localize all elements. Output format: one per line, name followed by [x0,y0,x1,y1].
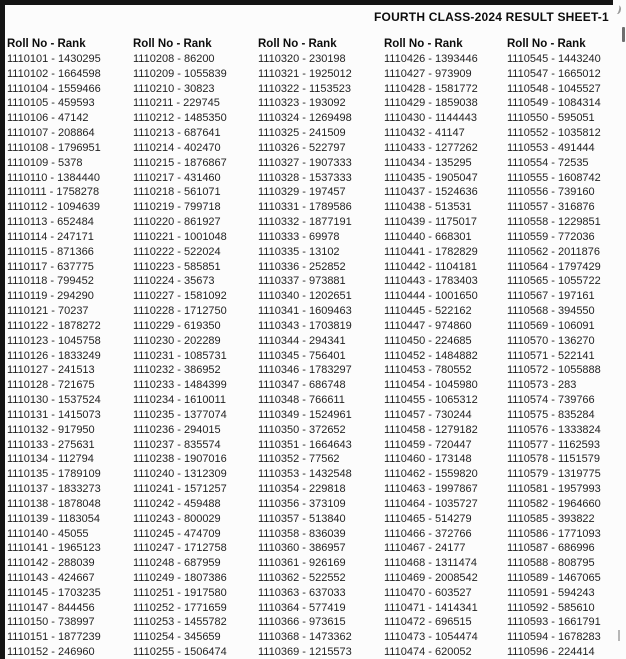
result-row: 1110233 - 1484399 [133,379,227,392]
result-row: 1110142 - 288039 [7,557,95,570]
result-row: 1110147 - 844456 [7,601,95,614]
result-row: 1110368 - 1473362 [258,631,352,644]
result-row: 1110128 - 721675 [7,379,95,392]
result-row: 1110224 - 35673 [133,275,215,288]
result-row: 1110437 - 1524636 [384,186,478,199]
result-row: 1110215 - 1876867 [133,156,227,169]
result-row: 1110251 - 1917580 [133,586,227,599]
result-row: 1110366 - 973615 [258,616,346,629]
result-row: 1110553 - 491444 [507,141,595,154]
result-row: 1110350 - 372652 [258,423,346,436]
result-row: 1110578 - 1151579 [507,453,600,466]
result-row: 1110105 - 459593 [7,97,95,110]
result-row: 1110323 - 193092 [258,97,346,110]
result-row: 1110227 - 1581092 [133,290,227,303]
column-header: Roll No - Rank [133,38,212,50]
result-row: 1110432 - 41147 [384,127,465,140]
result-row: 1110575 - 835284 [507,408,595,421]
result-row: 1110558 - 1229851 [507,216,601,229]
result-row: 1110344 - 294341 [258,334,346,347]
result-row: 1110255 - 1506474 [133,646,227,659]
result-row: 1110102 - 1664598 [7,67,101,80]
result-row: 1110427 - 973909 [384,67,472,80]
result-row: 1110229 - 619350 [133,319,221,332]
result-row: 1110340 - 1202651 [258,290,352,303]
result-row: 1110457 - 730244 [384,408,472,421]
result-row: 1110434 - 135295 [384,156,472,169]
result-row: 1110433 - 1277262 [384,141,478,154]
result-row: 1110126 - 1833249 [7,349,101,362]
result-row: 1110324 - 1269498 [258,112,352,125]
result-row: 1110212 - 1485350 [133,112,227,125]
result-row: 1110426 - 1393446 [384,53,478,65]
result-row: 1110362 - 522552 [258,571,346,584]
result-row: 1110467 - 24177 [384,542,466,555]
result-row: 1110441 - 1782829 [384,245,478,258]
result-row: 1110214 - 402470 [133,141,221,154]
result-row: 1110134 - 112794 [7,453,94,466]
result-row: 1110122 - 1878272 [7,319,101,332]
result-row: 1110110 - 1384440 [7,171,100,184]
result-column-3 [258,36,384,659]
result-row: 1110117 - 637775 [7,260,94,273]
result-row: 1110336 - 252852 [258,260,346,273]
result-row: 1110459 - 720447 [384,438,472,451]
result-row: 1110443 - 1783403 [384,275,478,288]
result-column-4 [384,36,507,659]
result-row: 1110570 - 136270 [507,334,595,347]
column-header: Roll No - Rank [507,38,586,50]
result-row: 1110587 - 686996 [507,542,595,555]
result-row: 1110588 - 808795 [507,557,595,570]
result-row: 1110439 - 1175017 [384,216,477,229]
result-row: 1110550 - 595051 [507,112,595,125]
result-row: 1110101 - 1430295 [7,53,101,65]
result-row: 1110211 - 229745 [133,97,220,110]
result-row: 1110567 - 197161 [507,290,595,303]
result-row: 1110345 - 756401 [258,349,346,362]
result-row: 1110471 - 1414341 [384,601,478,614]
column-header: Roll No - Rank [258,38,337,50]
result-row: 1110353 - 1432548 [258,468,352,481]
result-row: 1110231 - 1085731 [133,349,227,362]
column-header: Roll No - Rank [7,38,86,50]
result-row: 1110576 - 1333824 [507,423,601,436]
result-row: 1110222 - 522024 [133,245,221,258]
result-row: 1110113 - 652484 [7,216,94,229]
result-row: 1110213 - 687641 [133,127,221,140]
result-row: 1110243 - 800029 [133,512,221,525]
result-row: 1110111 - 1758278 [7,186,100,199]
result-row: 1110210 - 30823 [133,82,215,95]
result-row: 1110351 - 1664643 [258,438,352,451]
result-row: 1110579 - 1319775 [507,468,601,481]
result-row: 1110139 - 1183054 [7,512,100,525]
result-row: 1110138 - 1878048 [7,497,101,510]
result-row: 1110106 - 47142 [7,112,89,125]
result-row: 1110562 - 2011876 [507,245,600,258]
result-row: 1110577 - 1162593 [507,438,600,451]
result-row: 1110593 - 1661791 [507,616,601,629]
result-row: 1110321 - 1925012 [258,67,352,80]
result-row: 1110594 - 1678283 [507,631,601,644]
result-row: 1110135 - 1789109 [7,468,101,481]
result-row: 1110352 - 77562 [258,453,340,466]
result-row: 1110238 - 1907016 [133,453,227,466]
result-row: 1110152 - 246960 [7,646,95,659]
result-row: 1110347 - 686748 [258,379,346,392]
result-row: 1110463 - 1997867 [384,483,478,496]
result-row: 1110585 - 393822 [507,512,595,525]
result-row: 1110121 - 70237 [7,305,89,318]
result-row: 1110445 - 522162 [384,305,472,318]
result-row: 1110452 - 1484882 [384,349,478,362]
result-row: 1110249 - 1807386 [133,571,227,584]
result-row: 1110325 - 241509 [258,127,346,140]
result-row: 1110357 - 513840 [258,512,346,525]
result-row: 1110462 - 1559820 [384,468,478,481]
result-row: 1110329 - 197457 [258,186,346,199]
result-row: 1110328 - 1537333 [258,171,352,184]
result-row: 1110569 - 106091 [507,319,595,332]
page-left-border [0,0,5,659]
result-row: 1110591 - 594243 [507,586,595,599]
result-row: 1110254 - 345659 [133,631,221,644]
result-row: 1110454 - 1045980 [384,379,478,392]
result-row: 1110150 - 738997 [7,616,95,629]
result-row: 1110119 - 294290 [7,290,94,303]
result-row: 1110470 - 603527 [384,586,472,599]
result-row: 1110447 - 974860 [384,319,472,332]
page-top-border [0,0,613,5]
result-row: 1110137 - 1833273 [7,483,101,496]
result-row: 1110572 - 1055888 [507,364,601,377]
result-row: 1110589 - 1467065 [507,571,601,584]
result-row: 1110245 - 474709 [133,527,221,540]
result-row: 1110209 - 1055839 [133,67,227,80]
result-row: 1110141 - 1965123 [7,542,101,555]
result-row: 1110248 - 687959 [133,557,221,570]
result-row: 1110346 - 1783297 [258,364,352,377]
result-row: 1110581 - 1957993 [507,483,601,496]
result-row: 1110430 - 1144443 [384,112,477,125]
result-row: 1110438 - 513531 [384,201,472,214]
result-row: 1110332 - 1877191 [258,216,352,229]
result-row: 1110235 - 1377074 [133,408,227,421]
page-title: FOURTH CLASS-2024 RESULT SHEET-1 [374,10,609,24]
result-row: 1110586 - 1771093 [507,527,601,540]
result-row: 1110220 - 861927 [133,216,221,229]
result-row: 1110428 - 1581772 [384,82,478,95]
result-row: 1110322 - 1153523 [258,82,351,95]
result-row: 1110123 - 1045758 [7,334,101,347]
result-row: 1110361 - 926169 [258,557,346,570]
result-row: 1110547 - 1665012 [507,67,601,80]
column-header: Roll No - Rank [384,38,463,50]
result-row: 1110466 - 372766 [384,527,472,540]
result-row: 1110472 - 696515 [384,616,472,629]
result-row: 1110335 - 13102 [258,245,340,258]
result-row: 1110219 - 799718 [133,201,221,214]
scan-artifact-mark-2 [618,630,620,641]
result-row: 1110130 - 1537524 [7,394,101,407]
result-row: 1110469 - 2008542 [384,571,478,584]
result-row: 1110565 - 1055722 [507,275,601,288]
result-row: 1110108 - 1796951 [7,141,101,154]
result-row: 1110348 - 766611 [258,394,345,407]
result-row: 1110112 - 1094639 [7,201,100,214]
result-row: 1110554 - 72535 [507,156,589,169]
result-row: 1110568 - 394550 [507,305,595,318]
result-column-1 [7,36,133,659]
result-row: 1110364 - 577419 [258,601,346,614]
result-row: 1110331 - 1789586 [258,201,352,214]
result-row: 1110320 - 230198 [258,53,346,65]
result-row: 1110114 - 247171 [7,230,94,243]
result-row: 1110460 - 173148 [384,453,472,466]
result-row: 1110333 - 69978 [258,230,340,243]
result-row: 1110223 - 585851 [133,260,221,273]
result-row: 1110230 - 202289 [133,334,221,347]
result-row: 1110132 - 917950 [7,423,95,436]
result-row: 1110596 - 224414 [507,646,595,659]
result-row: 1110241 - 1571257 [133,483,227,496]
result-row: 1110115 - 871366 [7,245,94,258]
result-row: 1110573 - 283 [507,379,577,392]
result-row: 1110228 - 1712750 [133,305,227,318]
result-row: 1110104 - 1559466 [7,82,101,95]
result-row: 1110559 - 772036 [507,230,595,243]
columns-container [7,36,626,659]
result-row: 1110107 - 208864 [7,127,95,140]
result-row: 1110474 - 620052 [384,646,472,659]
result-row: 1110556 - 739160 [507,186,595,199]
result-row: 1110247 - 1712758 [133,542,227,555]
result-row: 1110221 - 1001048 [133,230,227,243]
result-row: 1110240 - 1312309 [133,468,227,481]
result-row: 1110442 - 1104181 [384,260,477,273]
result-row: 1110369 - 1215573 [258,646,352,659]
result-row: 1110143 - 424667 [7,571,95,584]
result-row: 1110354 - 229818 [258,483,346,496]
result-row: 1110234 - 1610011 [133,394,226,407]
result-row: 1110358 - 836039 [258,527,346,540]
result-row: 1110465 - 514279 [384,512,472,525]
result-row: 1110337 - 973881 [258,275,346,288]
result-row: 1110327 - 1907333 [258,156,352,169]
result-row: 1110145 - 1703235 [7,586,101,599]
result-row: 1110341 - 1609463 [258,305,352,318]
result-row: 1110450 - 224685 [384,334,472,347]
result-column-5 [507,36,620,659]
result-row: 1110564 - 1797429 [507,260,601,273]
result-row: 1110435 - 1905047 [384,171,478,184]
result-row: 1110237 - 835574 [133,438,221,451]
result-row: 1110592 - 585610 [507,601,595,614]
result-row: 1110453 - 780552 [384,364,472,377]
result-row: 1110131 - 1415073 [7,408,101,421]
result-row: 1110133 - 275631 [7,438,95,451]
result-row: 1110473 - 1054474 [384,631,478,644]
result-row: 1110232 - 386952 [133,364,221,377]
result-row: 1110236 - 294015 [133,423,221,436]
result-row: 1110548 - 1045527 [507,82,601,95]
result-row: 1110545 - 1443240 [507,53,601,65]
result-row: 1110360 - 386957 [258,542,346,555]
result-row: 1110151 - 1877239 [7,631,101,644]
result-row: 1110109 - 5378 [7,156,83,169]
result-row: 1110455 - 1065312 [384,394,478,407]
result-row: 1110549 - 1084314 [507,97,601,110]
result-row: 1110140 - 45055 [7,527,89,540]
result-row: 1110127 - 241513 [7,364,95,377]
result-row: 1110252 - 1771659 [133,601,227,614]
scan-artifact-mark [612,4,622,15]
result-row: 1110582 - 1964660 [507,497,601,510]
result-row: 1110208 - 86200 [133,53,215,65]
result-row: 1110326 - 522797 [258,141,346,154]
result-row: 1110574 - 739766 [507,394,595,407]
result-row: 1110440 - 668301 [384,230,472,243]
result-row: 1110557 - 316876 [507,201,595,214]
result-row: 1110217 - 431460 [133,171,221,184]
result-row: 1110218 - 561071 [133,186,221,199]
result-row: 1110552 - 1035812 [507,127,601,140]
result-row: 1110349 - 1524961 [258,408,352,421]
result-row: 1110468 - 1311474 [384,557,477,570]
result-row: 1110242 - 459488 [133,497,221,510]
result-row: 1110429 - 1859038 [384,97,478,110]
result-row: 1110444 - 1001650 [384,290,478,303]
result-row: 1110118 - 799452 [7,275,94,288]
result-row: 1110253 - 1455782 [133,616,227,629]
result-row: 1110363 - 637033 [258,586,346,599]
result-row: 1110464 - 1035727 [384,497,478,510]
result-row: 1110458 - 1279182 [384,423,478,436]
result-row: 1110555 - 1608742 [507,171,601,184]
result-row: 1110571 - 522141 [507,349,595,362]
result-row: 1110343 - 1703819 [258,319,352,332]
result-row: 1110356 - 373109 [258,497,346,510]
scrollbar-thumb[interactable] [622,27,625,42]
result-column-2 [133,36,258,659]
